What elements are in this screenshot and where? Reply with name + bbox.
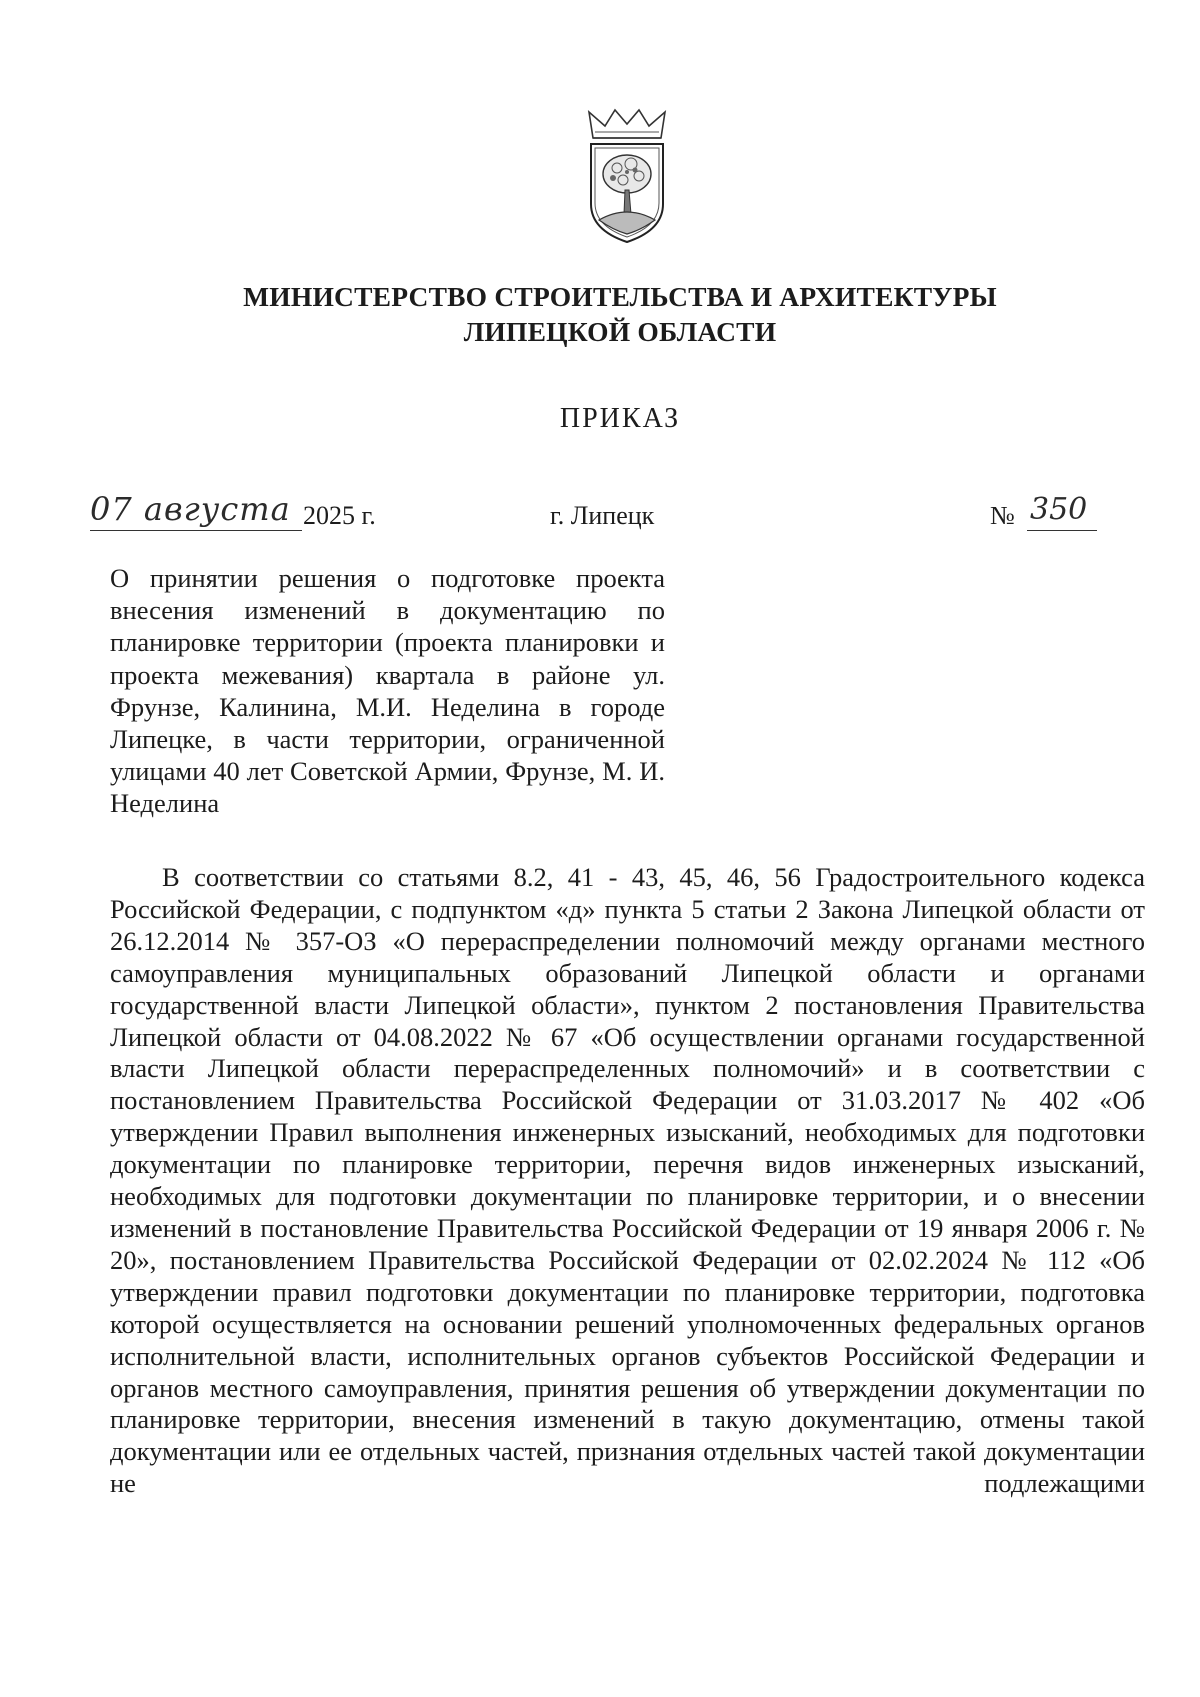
lipetsk-coat-of-arms-icon xyxy=(585,108,669,244)
handwritten-date: 07 августа xyxy=(90,490,291,528)
date-year: 2025 г. xyxy=(303,501,376,530)
ministry-name-line1: МИНИСТЕРСТВО СТРОИТЕЛЬСТВА И АРХИТЕКТУРЫ xyxy=(243,281,997,312)
ministry-name-line2: ЛИПЕЦКОЙ ОБЛАСТИ xyxy=(463,316,777,347)
number-label: № xyxy=(990,501,1015,530)
number-underline xyxy=(1027,530,1097,531)
date-underline xyxy=(90,530,302,531)
order-body-paragraph: В соответствии со статьями 8.2, 41 - 43, 45, 46, 56 Градостроительного кодекса Российской Федерации, с подпунктом «д» пункта 5 статьи 2 Закона Липецкой области от 26.12.2014 № 357-ОЗ «О перераспределении полномочий между органами местного самоуправления муниципальных образований Липецкой области и органами государственной власти Липецкой области», пунктом 2 постановления Правительства Липецкой области от 04.08.2022 № 67 «Об осуществлении органами государственной власти Липецкой области перераспределенных полномочий» и в соответствии с постановлением Правительства Российской Федерации от 31.03.2017 № 402 «Об утверждении Правил выполнения инженерных изысканий, необходимых для подготовки документации по планировке территории, перечня видов инженерных изысканий, необходимых для подготовки документации по планировке территории, и о внесении изменений в постановление Правительства Российской Федерации от 19 января 2006 г. № 20», постановлением Правительства Российской Федерации от 02.02.2024 № 112 «Об утверждении правил подготовки документации по планировке территории, подготовка которой осуществляется на основании решений уполномоченных федеральных органов исполнительной власти, исполнительных органов субъектов Российской Федерации и органов местного самоуправления, принятия решения об утверждении документации по планировке территории, внесения изменений в такую документацию, отмены такой документации или ее отдельных частей, признания отдельных частей такой документации не подлежащими xyxy=(110,862,1145,1499)
date-number-row xyxy=(90,490,1140,542)
order-subject: О принятии решения о подготовке проекта внесения изменений в документацию по планировке территории (проекта планировки и проекта межевания) квартала в районе ул. Фрунзе, Калинина, М.И. Неделина в городе Липецке, в части территории, ограниченной улицами 40 лет Советской Армии, Фрунзе, М. И. Неделина xyxy=(110,563,665,819)
city-name: г. Липецк xyxy=(550,501,655,530)
handwritten-number: 350 xyxy=(1030,492,1088,527)
document-type-title: ПРИКАЗ xyxy=(559,403,681,434)
